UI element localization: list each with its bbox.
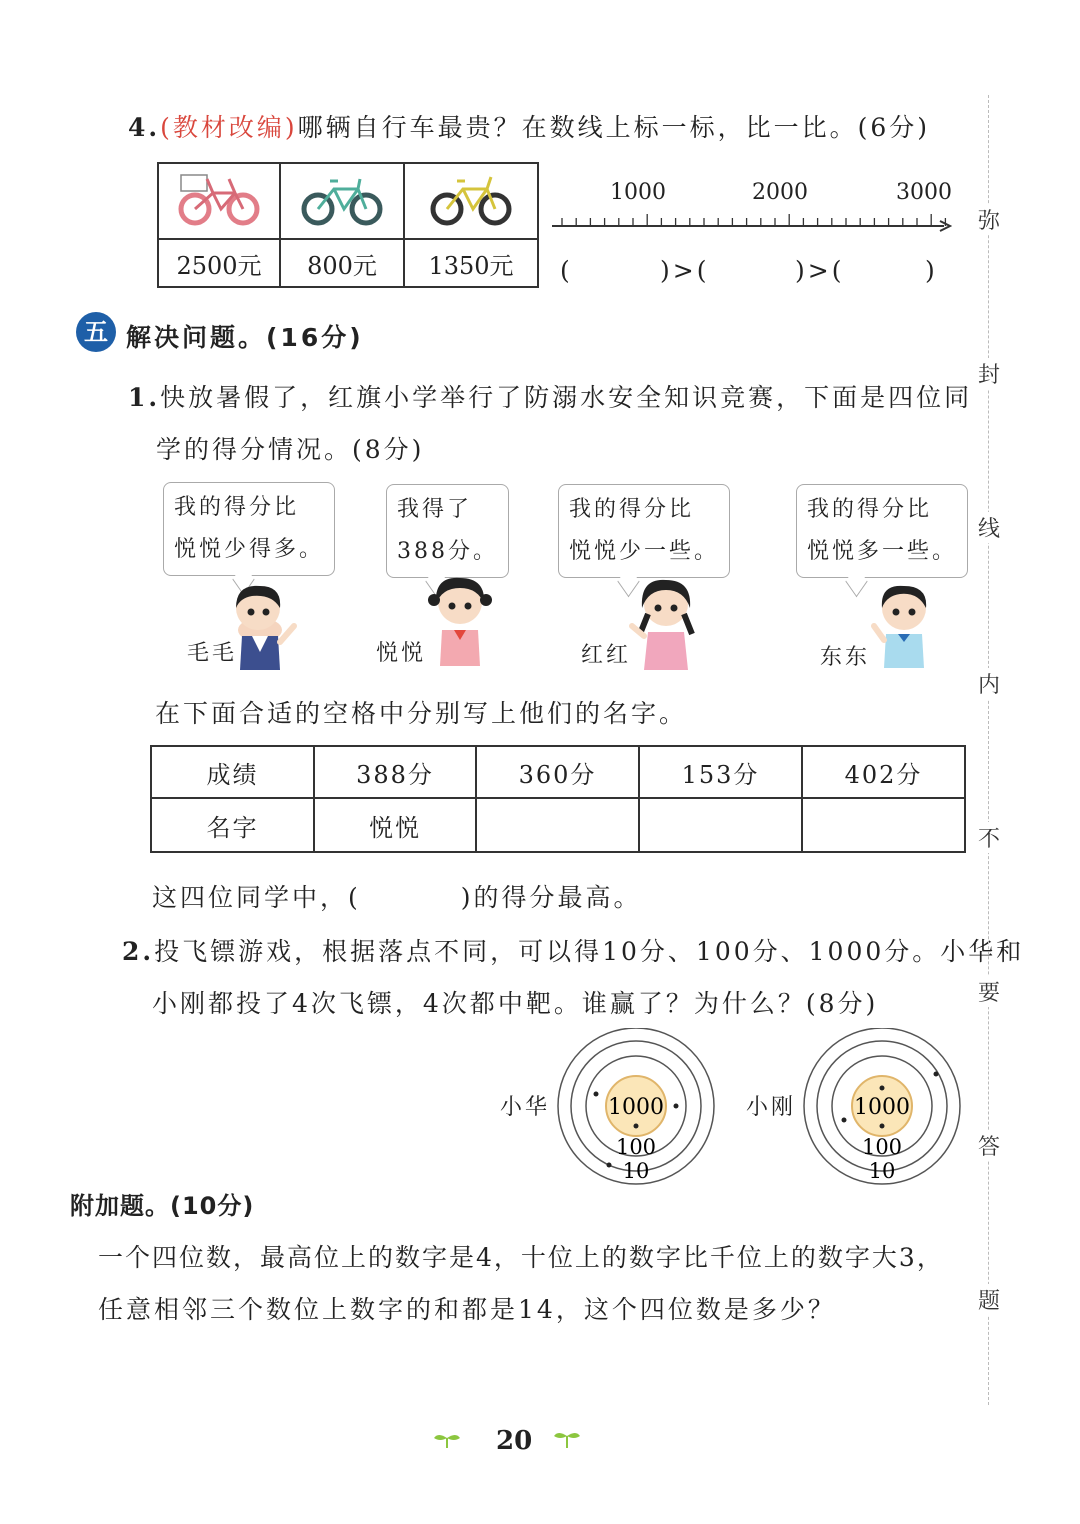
name-cell[interactable]	[802, 798, 965, 852]
bubble-line: 悦悦多一些。	[807, 539, 958, 564]
conclusion-part: )的得分最高。	[460, 883, 642, 912]
speech-bubble	[796, 484, 968, 578]
girl-yueyue-icon	[424, 570, 496, 670]
bubble-line: 我得了	[397, 497, 473, 522]
compare-blank-2[interactable]: )>(	[660, 256, 710, 285]
q2-line1	[122, 932, 1024, 968]
q1-instruction: 在下面合适的空格中分别写上他们的名字。	[155, 699, 688, 728]
ring-label: 100	[615, 1135, 657, 1159]
bubble-line: 我的得分比	[174, 495, 300, 520]
dartboard-xiaohua	[556, 1028, 718, 1188]
page-number: 20	[496, 1426, 533, 1456]
number-line[interactable]	[548, 208, 952, 238]
score-table	[150, 745, 966, 853]
kid-name: 毛毛	[187, 641, 238, 666]
bubble-line: 悦悦少得多。	[174, 537, 325, 562]
q4-question	[128, 108, 930, 144]
boy-dongdong-icon	[866, 578, 936, 674]
q1-line1	[128, 378, 972, 414]
bubble-line: 我的得分比	[569, 497, 695, 522]
ring-label: 10	[868, 1159, 896, 1183]
ring-label: 100	[861, 1135, 903, 1159]
kid-name: 红红	[581, 643, 632, 668]
green-bike-icon	[300, 169, 384, 227]
table-header: 成绩	[151, 746, 314, 798]
kid-name: 悦悦	[376, 641, 427, 666]
compare-blank-1[interactable]: (	[560, 256, 573, 285]
compare-end: )	[925, 256, 938, 285]
q2-line2: 小刚都投了4次飞镖，4次都中靶。谁赢了？为什么？(8分)	[152, 989, 879, 1018]
seal-char: 要	[978, 976, 1000, 1007]
q1-text: 快放暑假了，红旗小学举行了防溺水安全知识竞赛，下面是四位同	[160, 383, 973, 412]
name-cell[interactable]: 悦悦	[314, 798, 476, 852]
target-name: 小华	[500, 1095, 551, 1120]
bonus-title: 附加题。(10分)	[70, 1192, 255, 1220]
name-cell[interactable]	[476, 798, 639, 852]
q1-conclusion	[152, 878, 642, 914]
bubble-line: 我的得分比	[807, 497, 933, 522]
q2-text: 投飞镖游戏，根据落点不同，可以得10分、100分、1000分。小华和	[154, 937, 1025, 966]
sprout-icon	[432, 1430, 462, 1450]
bubble-line: 悦悦少一些。	[569, 539, 720, 564]
compare-blank-3[interactable]: )>(	[795, 256, 845, 285]
speech-bubble	[558, 484, 730, 578]
score-cell: 360分	[476, 746, 639, 798]
bike-green-cell	[280, 163, 404, 239]
section-title: 解决问题。(16分)	[126, 323, 364, 352]
speech-bubble	[163, 482, 335, 576]
q1-number: 1.	[128, 383, 161, 412]
name-cell[interactable]	[639, 798, 802, 852]
q1-line2: 学的得分情况。(8分)	[156, 435, 425, 464]
section-badge: 五	[76, 312, 116, 352]
q2-number: 2.	[122, 937, 155, 966]
seal-line	[988, 95, 989, 1405]
score-cell: 402分	[802, 746, 965, 798]
seal-char: 弥	[978, 204, 1000, 235]
seal-char: 答	[978, 1130, 1000, 1161]
yellow-bike-icon	[429, 169, 513, 227]
seal-char: 内	[978, 668, 1000, 699]
numberline-label: 1000	[610, 180, 666, 205]
bike-yellow-cell	[404, 163, 538, 239]
seal-char: 题	[978, 1284, 1000, 1315]
speech-bubble	[386, 484, 509, 578]
kid-name: 东东	[820, 645, 871, 670]
table-header: 名字	[151, 798, 314, 852]
bubble-line: 388分。	[397, 539, 498, 564]
price-cell: 2500元	[158, 239, 280, 287]
seal-char: 封	[978, 358, 1000, 389]
target-name: 小刚	[746, 1095, 797, 1120]
seal-char: 不	[978, 822, 1000, 853]
sprout-icon	[552, 1428, 582, 1450]
q4-tag: (教材改编)	[160, 113, 298, 142]
q4-number: 4.	[128, 113, 161, 142]
girl-honghong-icon	[626, 574, 702, 674]
price-cell: 800元	[280, 239, 404, 287]
bonus-line2: 任意相邻三个数位上数字的和都是14，这个四位数是多少？	[98, 1295, 836, 1324]
ring-label: 10	[622, 1159, 650, 1183]
bike-table	[157, 162, 539, 288]
conclusion-part: 这四位同学中，(	[152, 883, 361, 912]
dartboard-xiaogang	[802, 1028, 964, 1188]
pink-bike-icon	[177, 169, 261, 227]
numberline-label: 2000	[752, 180, 808, 205]
ring-label: 1000	[854, 1095, 910, 1120]
bike-pink-cell	[158, 163, 280, 239]
ring-label: 1000	[608, 1095, 664, 1120]
score-cell: 388分	[314, 746, 476, 798]
seal-char: 线	[978, 512, 1000, 543]
numberline-label: 3000	[896, 180, 952, 205]
score-cell: 153分	[639, 746, 802, 798]
q4-text: 哪辆自行车最贵？在数线上标一标，比一比。(6分)	[297, 113, 931, 142]
bonus-line1: 一个四位数，最高位上的数字是4，十位上的数字比千位上的数字大3，	[98, 1243, 944, 1272]
price-cell: 1350元	[404, 239, 538, 287]
